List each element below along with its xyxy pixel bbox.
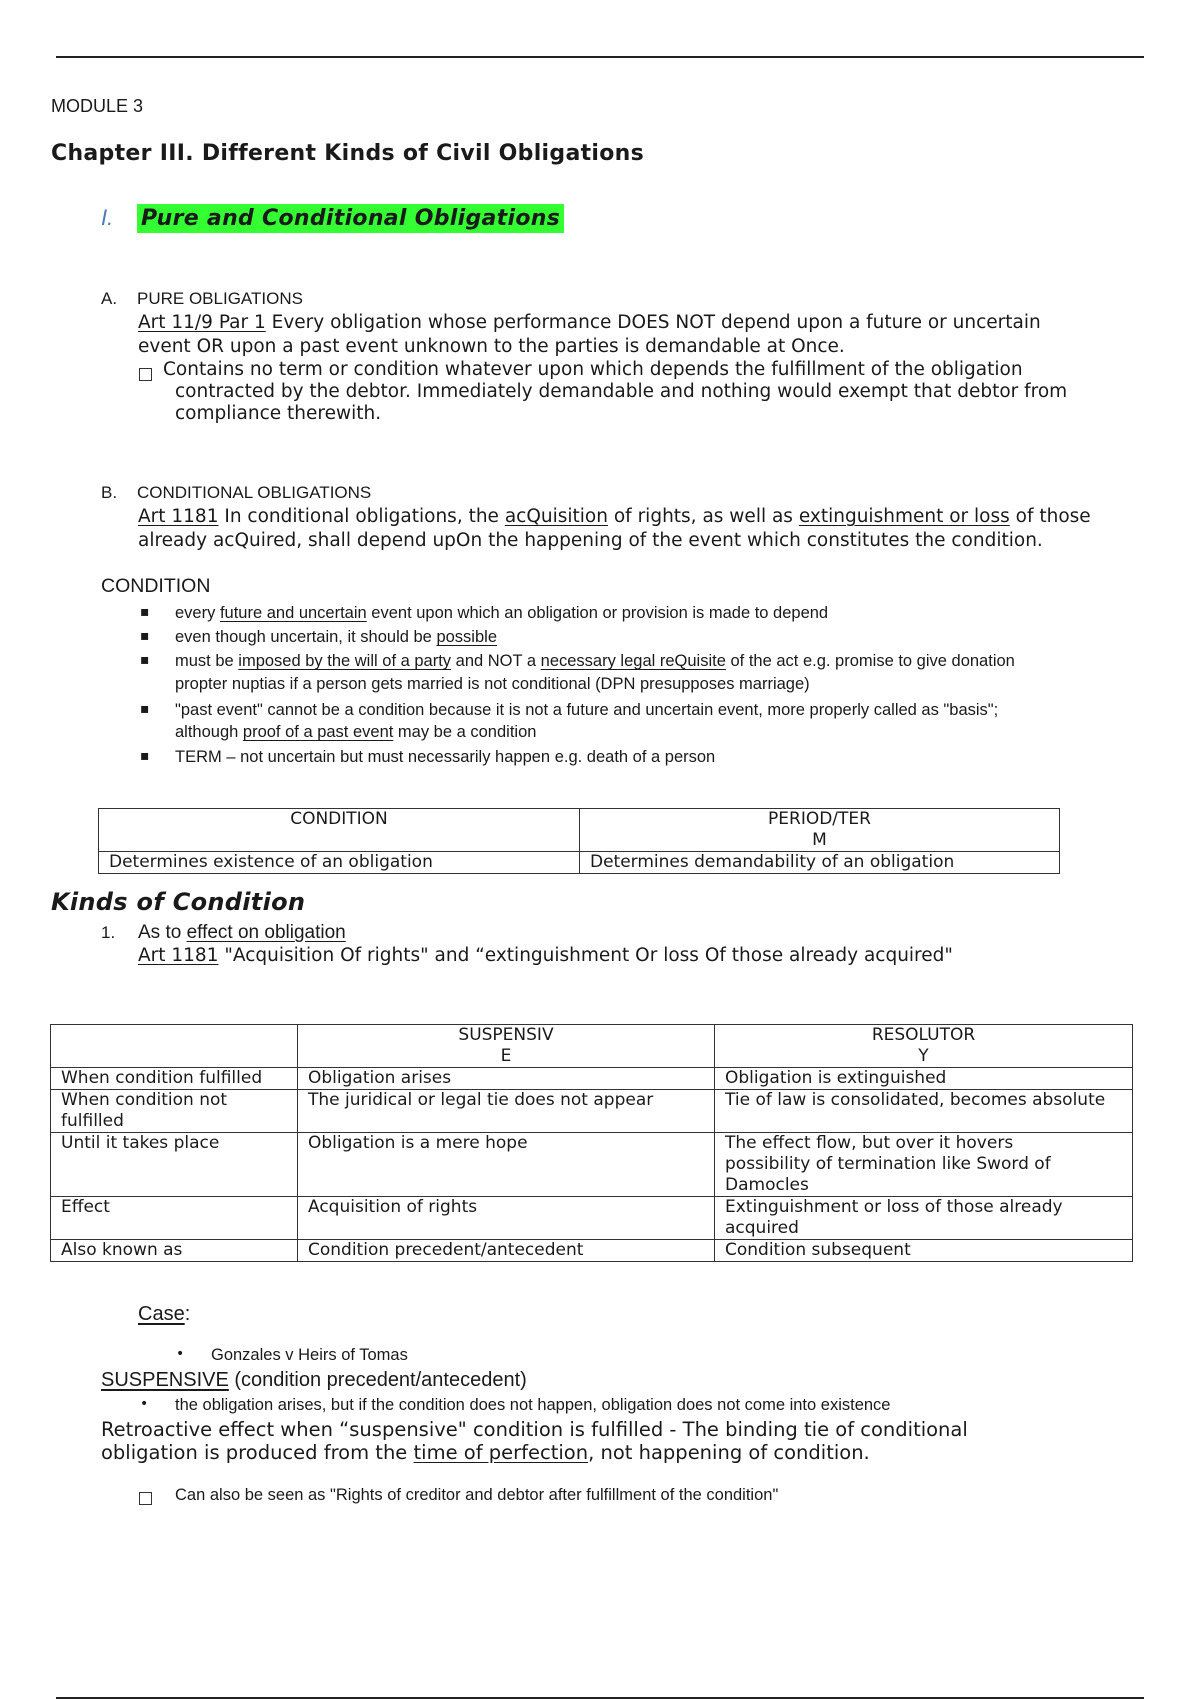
table-cell: Obligation arises [298, 1068, 715, 1090]
table-cell-label: Until it takes place [51, 1133, 298, 1197]
bullet-icon: ▪ [140, 748, 150, 764]
table-cell: Acquisition of rights [298, 1197, 715, 1240]
table-cell: The juridical or legal tie does not appear [298, 1090, 715, 1133]
text-run: As to [138, 922, 187, 943]
text-run: although [175, 723, 243, 741]
condition-bullet-5: TERM – not uncertain but must necessarily happen e.g. death of a person [175, 748, 716, 766]
text-run: event upon which an obligation or provision is made to depend [366, 604, 829, 622]
table-header-cell [580, 809, 1060, 852]
text-run: of rights, as well as [607, 506, 799, 527]
suspensive-heading [101, 1369, 527, 1392]
pure-definition-line1 [138, 311, 1041, 335]
module-label: MODULE 3 [51, 96, 144, 116]
bullet-icon: • [176, 1346, 185, 1362]
table-row [51, 1025, 1133, 1068]
text-run: "Acquisition Of rights" and “extinguishment Or loss Of those already acquired" [218, 945, 953, 966]
kinds-article-line [138, 944, 953, 968]
header-period-part1: PERIOD/TER [768, 809, 871, 829]
table-cell: Condition precedent/antecedent [298, 1240, 715, 1262]
table-row [99, 852, 1060, 874]
table-cell: Determines existence of an obligation [99, 852, 580, 874]
rights-note: Can also be seen as "Rights of creditor and debtor after fulfillment of the condition" [175, 1486, 779, 1504]
case-label [138, 1303, 190, 1326]
table-header-cell [298, 1025, 715, 1068]
section-numeral: I. [101, 205, 114, 230]
condition-bullet-1 [175, 602, 828, 624]
text-run: In conditional obligations, the [218, 506, 505, 527]
header-resolutory-part1: RESOLUTOR [871, 1025, 976, 1045]
table-row [99, 809, 1060, 852]
note-checkbox [139, 1490, 152, 1509]
retroactive-line2 [101, 1441, 870, 1464]
case-label-text: Case [138, 1303, 185, 1325]
text-run-underlined: extinguishment or loss [798, 506, 1010, 527]
kinds-of-condition-heading: Kinds of Condition [51, 888, 306, 916]
retroactive-line1: Retroactive effect when “suspensive" condition is fulfilled - The binding tie of conditional [101, 1418, 968, 1441]
pure-letter: A. [101, 289, 118, 308]
text-run: : [184, 1303, 191, 1325]
table-cell: Determines demandability of an obligation [580, 852, 1060, 874]
text-run: may be a condition [393, 723, 537, 741]
suspensive-bullet: the obligation arises, but if the condition does not happen, obligation does not come into existence [175, 1396, 891, 1414]
table-cell [715, 1197, 1133, 1240]
text-run: must be [175, 652, 239, 670]
text-run: The effect flow, but over it hovers [725, 1133, 1014, 1153]
table-row [51, 1133, 1133, 1197]
text-run-underlined: imposed by the will of a party [238, 652, 452, 670]
conditional-definition-line1 [138, 505, 1091, 529]
text-run: even though uncertain, it should be [175, 628, 437, 646]
suspensive-vs-resolutory-table [50, 1024, 1133, 1262]
bottom-rule [56, 1697, 1144, 1699]
text-run: of those [1009, 506, 1091, 527]
text-run: , not happening of condition. [588, 1441, 870, 1464]
pure-note-checkbox [139, 366, 152, 385]
checkbox-icon [139, 1492, 152, 1505]
pure-note-line2: contracted by the debtor. Immediately demandable and nothing would exempt that debtor from [175, 381, 1068, 402]
kinds-article-ref: Art 1181 [138, 945, 219, 966]
text-run: (condition precedent/antecedent) [228, 1369, 527, 1391]
kinds-item-1 [138, 922, 346, 944]
text-run: When condition not [61, 1090, 228, 1110]
table-cell: Obligation is extinguished [715, 1068, 1133, 1090]
chapter-title: Chapter III. Different Kinds of Civil Obligations [51, 141, 645, 166]
table-cell [715, 1133, 1133, 1197]
text-run: possibility of termination like Sword of [725, 1154, 1051, 1174]
text-run-underlined: effect on obligation [186, 922, 346, 943]
table-cell: Tie of law is consolidated, becomes absolute [715, 1090, 1133, 1133]
condition-bullet-3 [175, 650, 1015, 672]
table-row [51, 1090, 1133, 1133]
table-cell: Obligation is a mere hope [298, 1133, 715, 1197]
pure-heading: PURE OBLIGATIONS [137, 289, 303, 308]
table-cell-label: Effect [51, 1197, 298, 1240]
table-header-cell [715, 1025, 1133, 1068]
pure-note-line3: compliance therewith. [175, 403, 382, 424]
condition-bullet-4-line1: "past event" cannot be a condition because it is not a future and uncertain event, more properly called as "basis"; [175, 701, 999, 719]
header-suspensive-part2: E [500, 1046, 512, 1066]
text-run: obligation is produced from the [101, 1441, 414, 1464]
table-row [51, 1197, 1133, 1240]
header-period-part2: M [812, 830, 827, 850]
table-cell: Condition subsequent [715, 1240, 1133, 1262]
text-run: Extinguishment or loss of those already [725, 1197, 1063, 1217]
text-run-underlined: proof of a past event [242, 723, 394, 741]
table-cell-label [51, 1090, 298, 1133]
text-run-underlined: possible [436, 628, 497, 646]
condition-bullet-2 [175, 626, 497, 648]
header-condition: CONDITION [290, 809, 388, 829]
case-item: Gonzales v Heirs of Tomas [211, 1346, 408, 1364]
text-run: Damocles [725, 1175, 809, 1195]
table-cell-label: Also known as [51, 1240, 298, 1262]
text-run-underlined: acQuisition [504, 506, 608, 527]
table-row [51, 1240, 1133, 1262]
text-run: every [175, 604, 220, 622]
header-resolutory-part2: Y [918, 1046, 929, 1066]
text-run: fulfilled [61, 1111, 124, 1131]
kinds-item-number: 1. [101, 923, 116, 942]
pure-definition-line2: event OR upon a past event unknown to the parties is demandable at Once. [138, 336, 845, 357]
condition-bullet-4-line2 [175, 721, 536, 743]
text-run-underlined: SUSPENSIVE [101, 1369, 229, 1391]
text-run: of the act e.g. promise to give donation [725, 652, 1015, 670]
table-header-cell-empty [51, 1025, 298, 1068]
bullet-icon: ▪ [140, 628, 150, 644]
condition-heading: CONDITION [101, 575, 211, 597]
condition-vs-period-table [98, 808, 1060, 874]
bullet-icon: ▪ [140, 652, 150, 668]
checkbox-icon [139, 368, 152, 381]
bullet-icon: ▪ [140, 701, 150, 717]
text-run-underlined: future and uncertain [219, 604, 367, 622]
text-run: acquired [725, 1218, 799, 1238]
text-run: and NOT a [451, 652, 541, 670]
text-run-underlined: time of perfection [413, 1441, 589, 1464]
pure-note-line1: Contains no term or condition whatever upon which depends the fulfillment of the obligation [163, 359, 1023, 380]
conditional-article-ref: Art 1181 [138, 506, 219, 527]
header-suspensive-part1: SUSPENSIV [458, 1025, 554, 1045]
bullet-icon: • [140, 1396, 149, 1412]
section-title-highlight: Pure and Conditional Obligations [137, 204, 564, 233]
table-cell-label: When condition fulfilled [51, 1068, 298, 1090]
bullet-icon: ▪ [140, 604, 150, 620]
conditional-definition-line2: already acQuired, shall depend upOn the happening of the event which constitutes the condition. [138, 530, 1043, 551]
conditional-heading: CONDITIONAL OBLIGATIONS [137, 483, 372, 502]
condition-bullet-3-line2: propter nuptias if a person gets married is not conditional (DPN presupposes marriage) [175, 675, 810, 693]
text-run-underlined: necessary legal reQuisite [540, 652, 726, 670]
pure-text-1: Every obligation whose performance DOES NOT depend upon a future or uncertain [265, 312, 1041, 333]
table-header-cell [99, 809, 580, 852]
pure-article-ref: Art 11/9 Par 1 [138, 312, 266, 333]
table-row [51, 1068, 1133, 1090]
conditional-letter: B. [101, 483, 118, 502]
top-rule [56, 56, 1144, 58]
